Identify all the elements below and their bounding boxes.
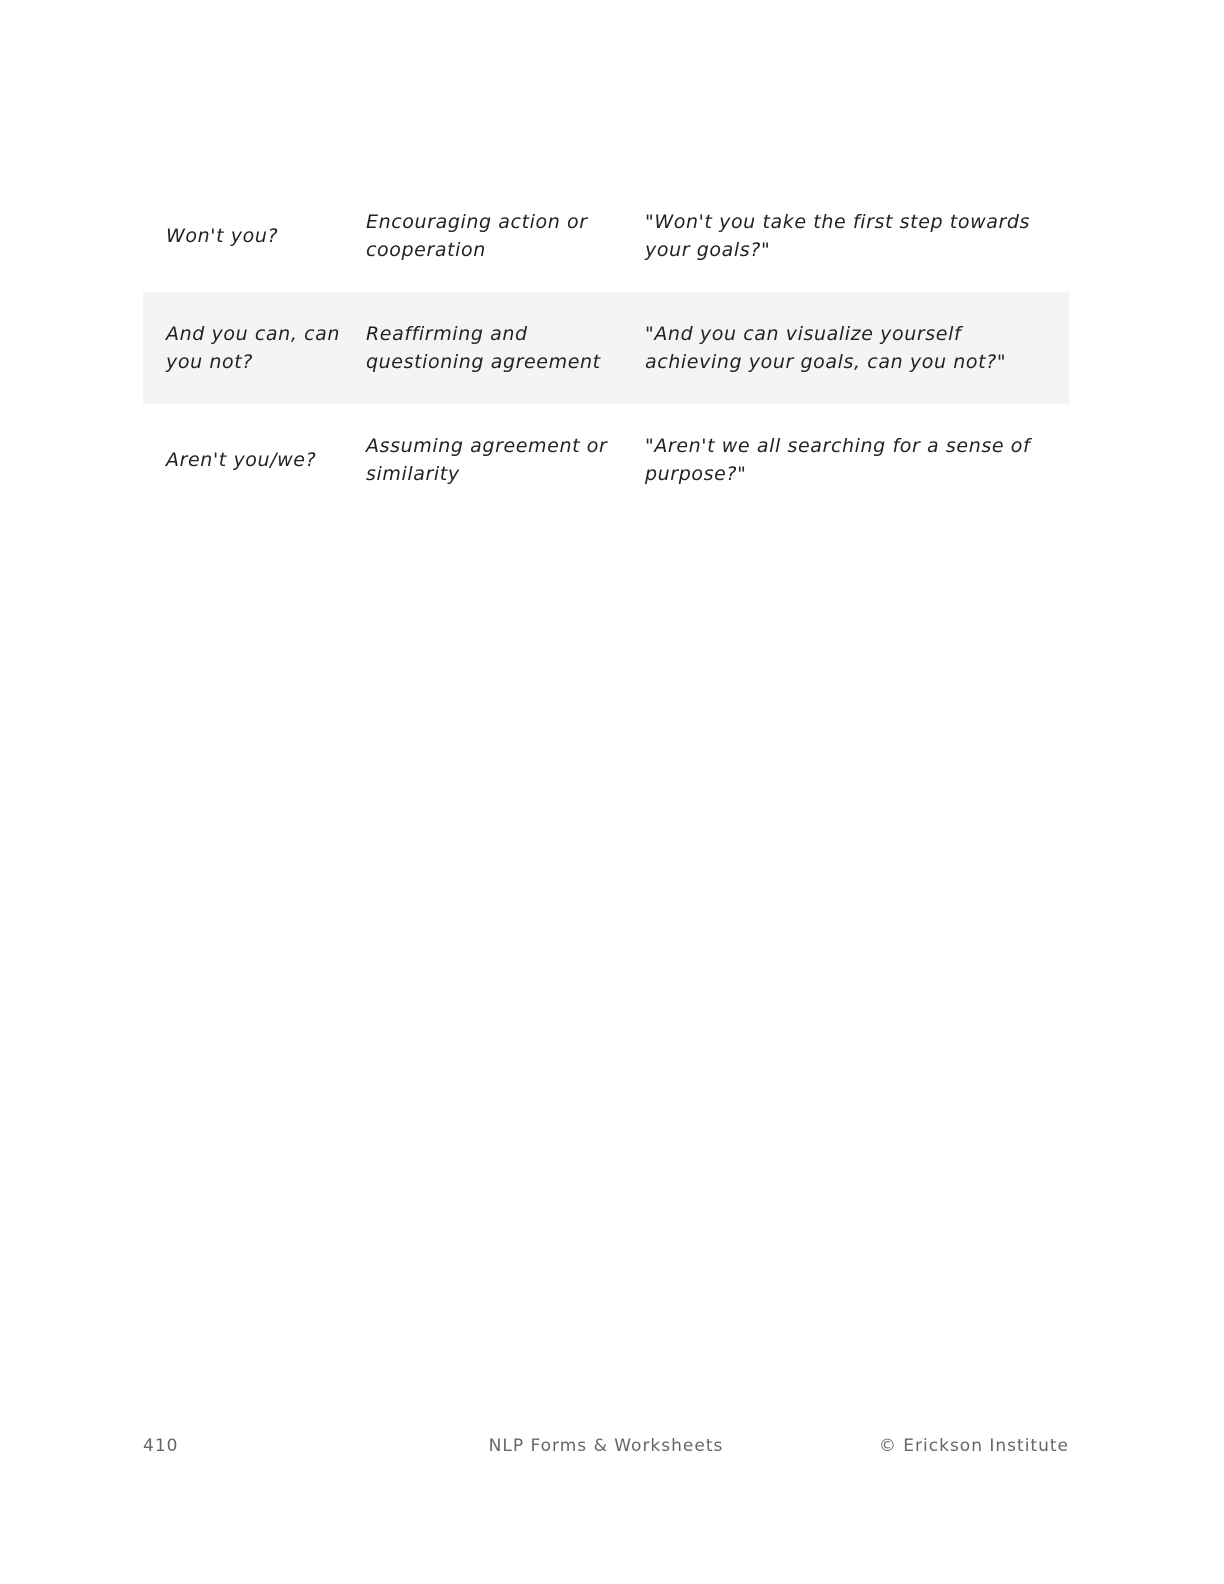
copyright-notice: © Erickson Institute <box>878 1436 1069 1456</box>
document-title: NLP Forms & Worksheets <box>488 1436 724 1456</box>
purpose-cell: Encouraging action or cooperation <box>366 211 588 261</box>
page-footer <box>143 1436 1069 1460</box>
table-row <box>143 404 1069 516</box>
tag-question-cell: Won't you? <box>166 225 279 247</box>
example-cell: "Aren't we all searching for a sense of purpose?" <box>645 435 1031 485</box>
tag-question-cell: Aren't you/we? <box>166 449 317 471</box>
page-number: 410 <box>143 1436 179 1456</box>
table-row <box>143 292 1069 404</box>
example-cell: "And you can visualize yourself achieving your goals, can you not?" <box>645 323 1007 373</box>
tag-question-cell: And you can, can you not? <box>166 323 341 373</box>
table-row <box>143 180 1069 292</box>
example-cell: "Won't you take the first step towards your goals?" <box>645 211 1031 261</box>
purpose-cell: Assuming agreement or similarity <box>366 435 608 485</box>
tag-questions-table <box>143 180 1069 516</box>
purpose-cell: Reaffirming and questioning agreement <box>366 323 601 373</box>
